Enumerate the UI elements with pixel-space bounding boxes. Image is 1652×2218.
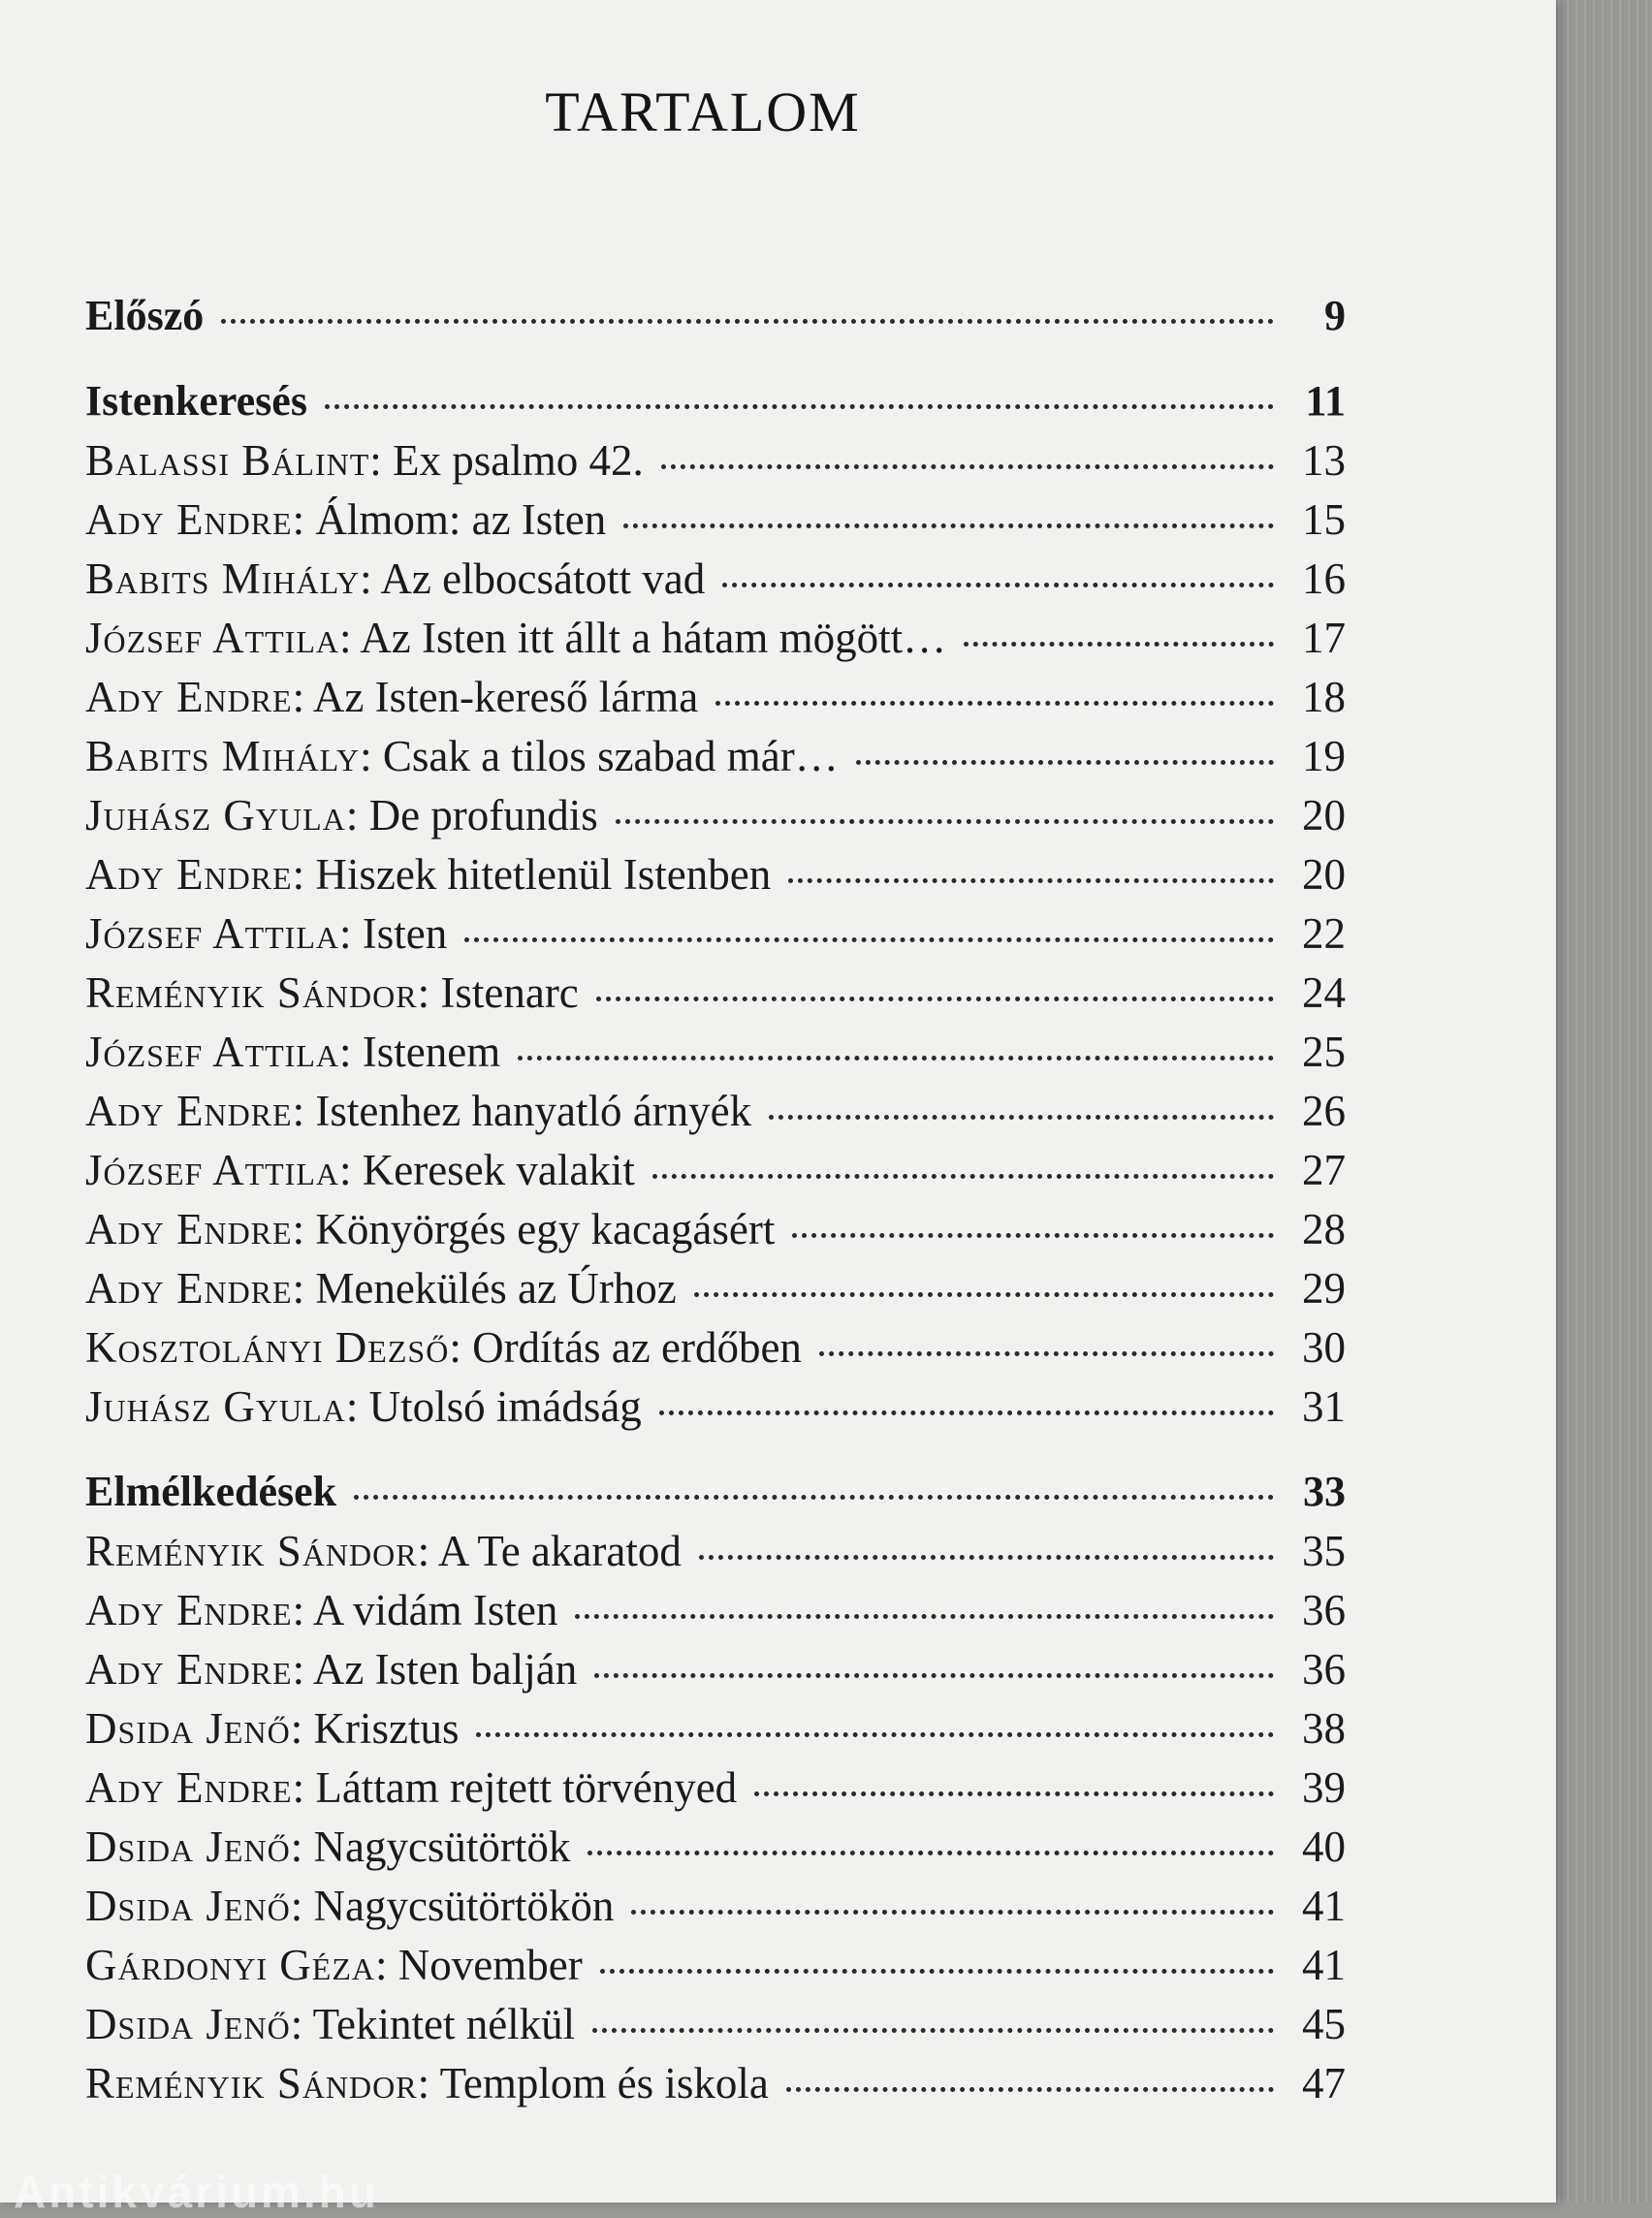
entry-title: Istenem [362,1028,501,1076]
toc-entry-text [85,908,447,959]
author-separator: : [360,554,381,603]
toc-entry-row [85,1526,1346,1585]
entry-author: Ady Endre [85,673,293,721]
toc-entry-row [85,1086,1346,1145]
toc-entry-text [85,2058,769,2108]
toc-entry-row [85,1263,1346,1322]
page-number: 18 [1302,673,1346,721]
entry-author: József Attila [85,1028,339,1076]
entry-author: Gárdonyi Géza [85,1941,375,1989]
dot-leader [588,1851,1274,1855]
author-separator: : [375,1941,398,1989]
toc-entry-text [85,1204,775,1254]
toc-entry-text [85,1644,577,1695]
entry-author: József Attila [85,614,339,662]
entry-title: Templom és iskola [439,2059,769,2107]
toc-section-row [85,376,1346,435]
toc-entry-row [85,1999,1346,2058]
section-title: Előszó [85,292,205,339]
author-separator: : [290,2000,313,2048]
author-separator: : [417,1527,438,1575]
dot-leader [221,319,1274,324]
toc-entry-row [85,613,1346,672]
toc-entry-row [85,1145,1346,1204]
page-number: 33 [1303,1468,1346,1515]
toc-entry-text [85,554,705,604]
author-separator: : [338,909,363,958]
toc-entry-row [85,494,1346,554]
author-separator: : [292,850,316,899]
dot-leader [856,760,1274,765]
dot-leader [661,464,1274,469]
entry-title: De profundis [368,791,598,840]
author-separator: : [290,1882,314,1930]
page-number: 19 [1302,732,1346,780]
dot-leader [754,1791,1274,1796]
toc-entry-row [85,435,1346,494]
toc-entry-text [85,967,579,1018]
dot-leader [788,878,1274,883]
entry-author: Ady Endre [85,1645,293,1694]
page-number: 20 [1302,850,1346,899]
table-of-contents [85,291,1346,2117]
toc-entry-text [85,1027,500,1077]
toc-entry-row [85,1822,1346,1881]
entry-title: Az Isten-kereső lárma [312,673,699,721]
dot-leader [623,523,1274,528]
toc-entry-row [85,1881,1346,1940]
entry-title: Csak a tilos szabad már… [382,732,839,780]
page-number: 47 [1302,2059,1346,2107]
toc-entry-text [85,1526,682,1576]
toc-entry-text [85,849,771,900]
toc-entry-text [85,291,204,340]
page-number: 39 [1302,1763,1346,1812]
toc-entry-text [85,613,946,663]
dot-leader [964,642,1274,647]
toc-entry-text [85,1881,614,1931]
dot-leader [631,1910,1274,1915]
entry-author: Kosztolányi Dezső [85,1323,450,1372]
dot-leader [518,1056,1274,1061]
entry-author: Ady Endre [85,1264,293,1313]
toc-entry-text [85,1086,751,1136]
toc-entry-text [85,1762,737,1813]
author-separator: : [360,732,383,780]
toc-entry-row [85,672,1346,731]
toc-section-row [85,1467,1346,1526]
toc-entry-row [85,790,1346,849]
page-number: 36 [1302,1586,1346,1634]
page-number: 38 [1302,1704,1346,1753]
page-number: 41 [1302,1882,1346,1930]
author-separator: : [369,436,394,485]
entry-title: Nagycsütörtök [313,1822,571,1871]
author-separator: : [292,1645,313,1694]
dot-leader [354,1495,1274,1500]
page-number: 9 [1324,292,1346,339]
toc-entry-text [85,1263,677,1314]
toc-entry-text [85,1322,802,1373]
watermark-text: Antikvárium.hu [14,2167,379,2217]
entry-author: Juhász Gyula [85,791,346,840]
toc-entry-row [85,1322,1346,1381]
section-title: Elmélkedések [85,1468,337,1515]
toc-entry-text [85,1703,459,1754]
entry-title: Krisztus [313,1704,460,1753]
toc-entry-row [85,1204,1346,1263]
dot-leader [464,937,1274,942]
author-separator: : [449,1323,473,1372]
entry-title: Álmom: az Isten [315,495,607,544]
dot-leader [659,1410,1274,1415]
book-spine-edge [1556,0,1652,2202]
toc-entry-row [85,1027,1346,1086]
dot-leader [819,1351,1274,1356]
author-separator: : [290,1704,314,1753]
toc-entry-text [85,1822,570,1872]
entry-author: Ady Endre [85,850,293,899]
entry-title: A vidám Isten [312,1586,558,1634]
dot-leader [575,1614,1274,1619]
toc-entry-row [85,1940,1346,1999]
entry-title: Nagycsütörtökön [313,1882,615,1930]
author-separator: : [292,1763,316,1812]
page-number: 41 [1302,1941,1346,1989]
dot-leader [722,583,1274,587]
page-number: 45 [1302,2000,1346,2048]
author-separator: : [292,1586,313,1634]
toc-entry-text [85,376,307,426]
dot-leader [792,1233,1274,1238]
entry-author: Dsida Jenő [85,1704,291,1753]
entry-author: Babits Mihály [85,732,361,780]
dot-leader [325,404,1274,409]
author-separator: : [338,1146,363,1194]
entry-author: Ady Endre [85,1205,293,1253]
entry-title: Az Isten balján [312,1645,578,1694]
toc-entry-row [85,1762,1346,1822]
page-number: 17 [1302,614,1346,662]
toc-entry-text [85,494,606,545]
dot-leader [715,701,1274,706]
entry-title: Az elbocsátott vad [380,554,706,603]
page-title: TARTALOM [545,80,861,143]
entry-author: Ady Endre [85,495,293,544]
page-number: 16 [1302,554,1346,603]
entry-title: A Te akaratod [437,1527,682,1575]
entry-author: Dsida Jenő [85,1882,291,1930]
entry-author: Ady Endre [85,1763,293,1812]
toc-entry-text [85,435,644,486]
entry-author: Reményik Sándor [85,1527,418,1575]
entry-author: Dsida Jenő [85,1822,291,1871]
toc-entry-text [85,672,698,722]
toc-entry-text [85,731,839,781]
page-number: 40 [1302,1822,1346,1871]
author-separator: : [338,1028,363,1076]
toc-entry-row [85,849,1346,908]
toc-section-row [85,291,1346,350]
entry-author: Ady Endre [85,1586,293,1634]
entry-title: Tekintet nélkül [312,2000,576,2048]
entry-title: Hiszek hitetlenül Istenben [315,850,772,899]
dot-leader [699,1555,1274,1560]
toc-entry-text [85,1467,336,1516]
author-separator: : [338,614,361,662]
page-number: 13 [1302,436,1346,485]
entry-author: Juhász Gyula [85,1382,346,1431]
page-number: 15 [1302,495,1346,544]
page-number: 35 [1302,1527,1346,1575]
entry-author: Babits Mihály [85,554,361,603]
author-separator: : [417,2059,440,2107]
toc-entry-row [85,1585,1346,1644]
page-number: 24 [1302,968,1346,1017]
page-number: 27 [1302,1146,1346,1194]
dot-leader [652,1174,1274,1179]
toc-entry-row [85,731,1346,790]
entry-author: József Attila [85,909,339,958]
dot-leader [616,819,1274,824]
author-separator: : [292,1087,316,1135]
author-separator: : [345,1382,369,1431]
toc-entry-row [85,2058,1346,2117]
author-separator: : [292,673,313,721]
toc-entry-text [85,1940,583,1990]
page-number: 26 [1302,1087,1346,1135]
toc-entry-row [85,1644,1346,1703]
entry-title: Könyörgés egy kacagásért [315,1205,776,1253]
entry-title: Ordítás az erdőben [472,1323,802,1372]
entry-title: Isten [362,909,448,958]
entry-title: November [397,1941,583,1989]
author-separator: : [292,1205,316,1253]
entry-title: Ex psalmo 42. [393,436,644,485]
dot-leader [694,1292,1274,1297]
page-number: 22 [1302,909,1346,958]
toc-entry-row [85,554,1346,613]
dot-leader [786,2087,1274,2092]
page-number: 36 [1302,1645,1346,1694]
toc-entry-row [85,967,1346,1027]
toc-entry-row [85,908,1346,967]
toc-entry-row [85,1703,1346,1762]
author-separator: : [290,1822,314,1871]
toc-entry-text [85,1145,635,1195]
author-separator: : [292,495,316,544]
page-number: 28 [1302,1205,1346,1253]
entry-author: József Attila [85,1146,339,1194]
page-number: 30 [1302,1323,1346,1372]
entry-title: Menekülés az Úrhoz [315,1264,677,1313]
page-number: 20 [1302,791,1346,840]
toc-entry-text [85,1999,575,2049]
page-number: 11 [1305,377,1346,425]
dot-leader [596,997,1274,1001]
entry-author: Dsida Jenő [85,2000,291,2048]
toc-entry-row [85,1381,1346,1441]
page-number: 29 [1302,1264,1346,1313]
author-separator: : [292,1264,316,1313]
section-title: Istenkeresés [85,377,307,425]
entry-author: Reményik Sándor [85,968,418,1017]
page-number: 31 [1302,1382,1346,1431]
page-number: 25 [1302,1028,1346,1076]
dot-leader [476,1732,1274,1737]
entry-author: Balassi Bálint [85,436,370,485]
dot-leader [594,1673,1274,1678]
entry-title: Istenhez hanyatló árnyék [315,1087,752,1135]
toc-entry-text [85,790,598,840]
entry-title: Istenarc [440,968,579,1017]
entry-title: Az Isten itt állt a hátam mögött… [360,614,947,662]
dot-leader [592,2028,1274,2033]
entry-author: Reményik Sándor [85,2059,418,2107]
entry-title: Láttam rejtett törvényed [315,1763,738,1812]
author-separator: : [345,791,369,840]
entry-title: Utolsó imádság [368,1382,642,1431]
toc-entry-text [85,1381,642,1432]
entry-author: Ady Endre [85,1087,293,1135]
author-separator: : [417,968,441,1017]
toc-entry-text [85,1585,557,1635]
entry-title: Keresek valakit [362,1146,635,1194]
dot-leader [769,1115,1274,1120]
dot-leader [600,1969,1274,1974]
